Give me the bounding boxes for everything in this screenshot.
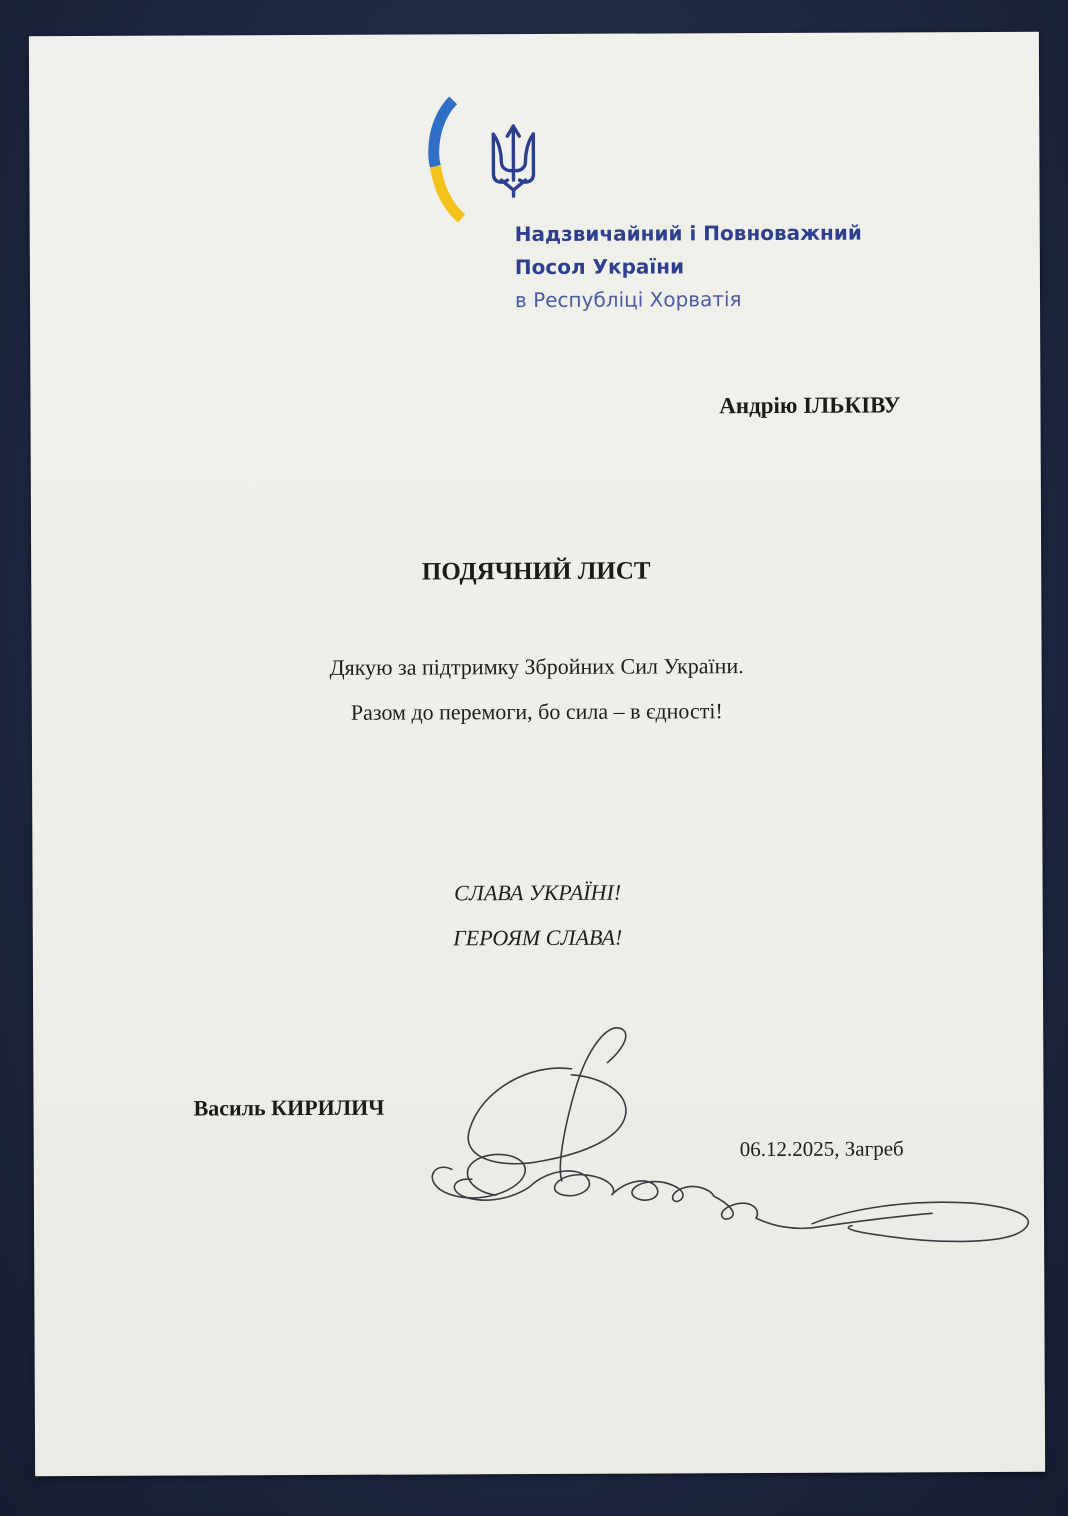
body-line-2: Разом до перемоги, бо сила – в єдності! bbox=[350, 698, 723, 725]
signer-name: Василь КИРИЛИЧ bbox=[193, 1094, 385, 1121]
body-line-1: Дякую за підтримку Збройних Сил України. bbox=[329, 653, 744, 680]
embassy-letterhead bbox=[515, 217, 863, 318]
letter-body bbox=[32, 642, 1042, 736]
slogan-line-2: ГЕРОЯМ СЛАВА! bbox=[453, 924, 623, 951]
letterhead-line-2: Посол України bbox=[514, 254, 685, 280]
letterhead-line-1: Надзвичайний і Повноважний bbox=[514, 220, 862, 247]
addressee: Андрію ІЛЬКІВУ bbox=[719, 392, 901, 419]
letter-sheet bbox=[29, 32, 1045, 1476]
slogans bbox=[33, 868, 1043, 962]
ukraine-trident-icon bbox=[427, 96, 548, 227]
letter-title: ПОДЯЧНИЙ ЛИСТ bbox=[421, 557, 651, 586]
date-place: 06.12.2025, Загреб bbox=[739, 1136, 904, 1162]
handwritten-signature-icon bbox=[411, 1017, 1042, 1260]
letterhead-line-3: в Республіці Хорватія bbox=[514, 287, 742, 313]
slogan-line-1: СЛАВА УКРАЇНІ! bbox=[454, 879, 622, 906]
